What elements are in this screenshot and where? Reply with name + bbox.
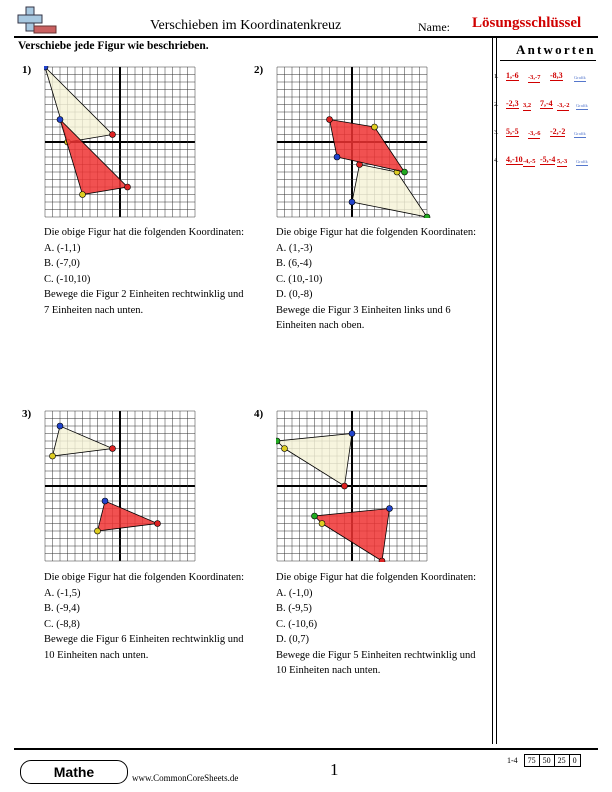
answer-value: -3,-7 xyxy=(528,74,541,81)
original-figure xyxy=(352,165,427,218)
option-c: C. (-10,6) xyxy=(276,618,318,630)
problem-number-1: 1) xyxy=(22,64,32,76)
option-a: A. (-1,0) xyxy=(276,587,313,599)
page-number: 1 xyxy=(330,760,339,779)
moved-figure-vertex xyxy=(95,528,101,534)
original-figure-vertex xyxy=(424,214,430,218)
problem-intro: Die obige Figur hat die folgenden Koordinaten: xyxy=(276,572,477,583)
option-d: D. (0,-8) xyxy=(276,289,313,300)
moved-figure-vertex xyxy=(319,521,325,527)
plus-logo-icon xyxy=(14,6,58,36)
answers-title: Antworten xyxy=(516,42,596,57)
answer-value: 4,-10 xyxy=(506,155,523,164)
subject-badge: Mathe xyxy=(20,760,128,784)
original-figure-vertex xyxy=(349,199,355,205)
answer-row xyxy=(494,156,598,172)
graph-link[interactable]: Grafik xyxy=(574,75,586,80)
answers-rule xyxy=(500,60,596,61)
answer-value: 5,-5 xyxy=(506,127,519,136)
answer-value: 3,2 xyxy=(523,102,532,109)
option-a: A. (-1,1) xyxy=(44,242,81,254)
coordinate-grid-2 xyxy=(276,66,434,218)
moved-figure-vertex xyxy=(379,558,385,562)
option-b: B. (-9,5) xyxy=(276,603,312,614)
answer-value: -2,-2 xyxy=(550,127,566,136)
problem-number-4: 4) xyxy=(254,408,264,420)
moved-figure-vertex xyxy=(57,117,63,123)
answer-value: 7,-4 xyxy=(540,99,553,108)
option-a: A. (-1,5) xyxy=(44,587,81,599)
moved-figure-vertex xyxy=(387,506,393,512)
answer-value: -4,-5 xyxy=(523,158,536,165)
answer-number: 2. xyxy=(494,102,499,108)
moved-figure-vertex xyxy=(155,521,161,527)
moved-figure-vertex xyxy=(372,124,378,130)
answer-value: -8,3 xyxy=(550,71,563,80)
move-instruction: Bewege die Figur 5 Einheiten rechtwinklig und 10 Einheiten nach unten. xyxy=(276,649,476,676)
option-c: C. (10,-10) xyxy=(276,273,323,285)
answer-row xyxy=(494,128,598,144)
coordinate-grid-3 xyxy=(44,410,202,562)
original-figure-vertex xyxy=(110,132,116,138)
score-table xyxy=(504,754,581,767)
original-figure-vertex xyxy=(110,446,116,452)
answer-number: 1. xyxy=(494,74,499,80)
coordinate-grid-4 xyxy=(276,410,434,562)
moved-figure-vertex xyxy=(102,498,108,504)
moved-figure-vertex xyxy=(80,192,86,198)
option-b: B. (-7,0) xyxy=(44,258,80,269)
graph-link[interactable]: Grafik xyxy=(576,103,588,108)
problem-intro: Die obige Figur hat die folgenden Koordinaten: xyxy=(44,227,245,238)
original-figure-vertex xyxy=(57,423,63,429)
answer-value: -3,-2 xyxy=(557,102,570,109)
problem-intro: Die obige Figur hat die folgenden Koordinaten: xyxy=(276,227,477,238)
original-figure-vertex xyxy=(349,431,355,437)
answer-value: 1,-6 xyxy=(506,71,519,80)
problem-text-3 xyxy=(44,570,249,663)
original-figure-vertex xyxy=(50,453,56,459)
answer-number: 3. xyxy=(494,130,499,136)
score-cell: 25 xyxy=(554,755,569,767)
problem-number-2: 2) xyxy=(254,64,264,76)
problem-number-3: 3) xyxy=(22,408,32,420)
move-instruction: Bewege die Figur 6 Einheiten rechtwinklig und 10 Einheiten nach unten. xyxy=(44,634,244,661)
original-figure-vertex xyxy=(282,446,288,452)
name-label: Name: xyxy=(418,20,450,34)
option-b: B. (6,-4) xyxy=(276,258,312,269)
score-cell: 0 xyxy=(569,755,580,767)
answer-column-divider xyxy=(492,38,493,744)
moved-figure-vertex xyxy=(402,169,408,175)
answer-value: -3,-6 xyxy=(528,130,541,137)
original-figure-vertex xyxy=(342,483,348,489)
option-c: C. (-8,8) xyxy=(44,618,80,630)
score-range: 1-4 xyxy=(507,756,518,765)
answer-row xyxy=(494,72,598,88)
answer-value: -2,3 xyxy=(506,99,519,108)
problem-intro: Die obige Figur hat die folgenden Koordinaten: xyxy=(44,572,245,583)
answer-value: -5,-4 xyxy=(540,155,556,164)
original-figure-vertex xyxy=(276,438,280,444)
answer-value: 5,-3 xyxy=(557,158,568,165)
header-divider xyxy=(14,36,598,38)
problem-text-1 xyxy=(44,225,249,318)
move-instruction: Bewege die Figur 3 Einheiten links und 6 Einheiten nach oben. xyxy=(276,304,451,331)
option-d: D. (0,7) xyxy=(276,634,309,645)
answer-row xyxy=(494,100,598,116)
moved-figure-vertex xyxy=(312,513,318,519)
worksheet-title: Verschieben im Koordinatenkreuz xyxy=(150,18,342,33)
graph-link[interactable]: Grafik xyxy=(576,159,588,164)
option-b: B. (-9,4) xyxy=(44,603,80,614)
coordinate-grid-1 xyxy=(44,66,202,218)
problem-text-4 xyxy=(276,570,481,679)
answer-number: 4. xyxy=(494,158,499,164)
answer-key-label: Lösungsschlüssel xyxy=(472,15,582,31)
option-a: A. (1,-3) xyxy=(276,242,313,254)
option-c: C. (-10,10) xyxy=(44,273,91,285)
graph-link[interactable]: Grafik xyxy=(574,131,586,136)
moved-figure-vertex xyxy=(327,117,333,123)
score-cell: 50 xyxy=(539,755,554,767)
move-instruction: Bewege die Figur 2 Einheiten rechtwinklig und 7 Einheiten nach unten. xyxy=(44,289,244,316)
site-link[interactable]: www.CommonCoreSheets.de xyxy=(132,773,239,783)
problem-text-2 xyxy=(276,225,481,334)
instruction-text: Verschiebe jede Figur wie beschrieben. xyxy=(18,40,209,52)
moved-figure-vertex xyxy=(125,184,131,190)
moved-figure-vertex xyxy=(334,154,340,160)
score-cell: 75 xyxy=(524,755,539,767)
footer-divider xyxy=(14,748,598,750)
